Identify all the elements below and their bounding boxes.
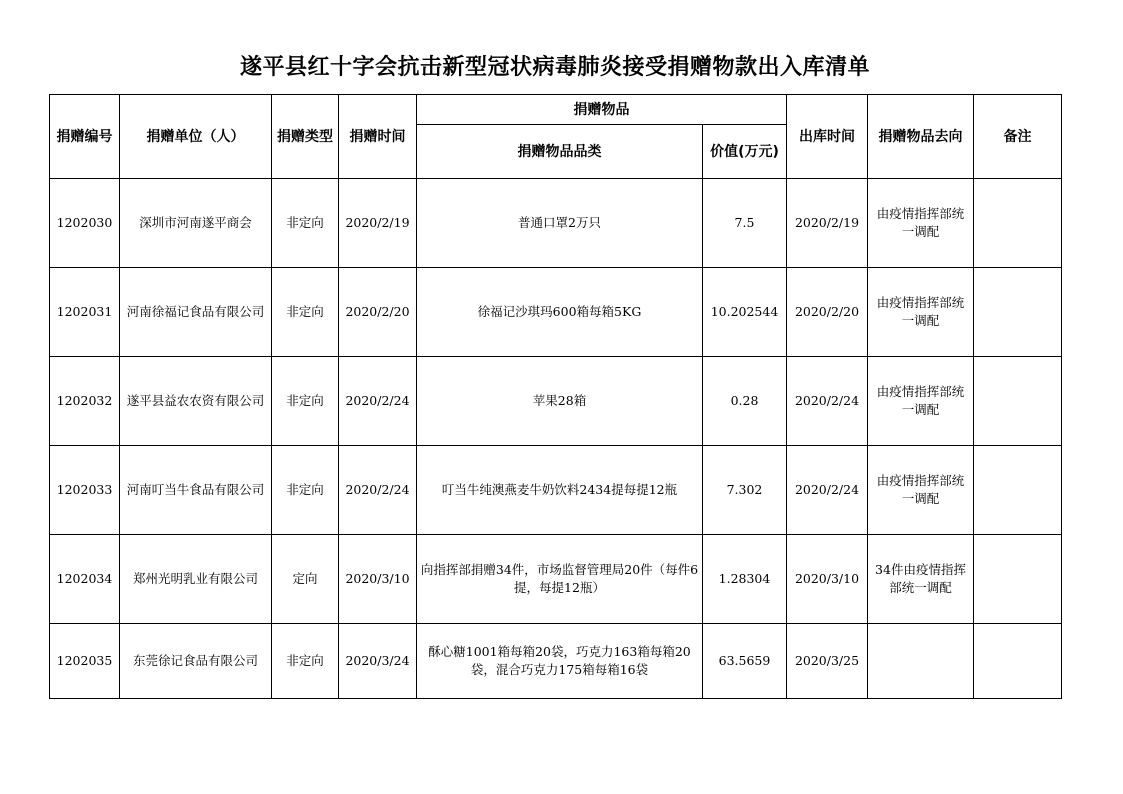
cell-type: 非定向 — [272, 446, 339, 535]
header-value: 价值(万元) — [703, 125, 787, 179]
cell-donor: 深圳市河南遂平商会 — [120, 179, 272, 268]
cell-remark — [974, 446, 1062, 535]
cell-time: 2020/3/24 — [339, 624, 417, 699]
cell-id: 1202034 — [50, 535, 120, 624]
cell-category: 酥心糖1001箱每箱20袋，巧克力163箱每箱20袋，混合巧克力175箱每箱16袋 — [417, 624, 703, 699]
header-remark: 备注 — [974, 95, 1062, 179]
cell-type: 非定向 — [272, 179, 339, 268]
cell-value: 10.202544 — [703, 268, 787, 357]
table-row — [50, 446, 1062, 535]
header-id: 捐赠编号 — [50, 95, 120, 179]
cell-out-time: 2020/3/10 — [787, 535, 868, 624]
cell-category: 普通口罩2万只 — [417, 179, 703, 268]
cell-time: 2020/2/24 — [339, 446, 417, 535]
cell-donor: 河南叮当牛食品有限公司 — [120, 446, 272, 535]
header-out-time: 出库时间 — [787, 95, 868, 179]
cell-destination: 由疫情指挥部统一调配 — [868, 446, 974, 535]
cell-destination: 34件由疫情指挥部统一调配 — [868, 535, 974, 624]
table-row — [50, 624, 1062, 699]
cell-out-time: 2020/2/24 — [787, 446, 868, 535]
cell-value: 0.28 — [703, 357, 787, 446]
cell-remark — [974, 535, 1062, 624]
cell-remark — [974, 624, 1062, 699]
cell-value: 63.5659 — [703, 624, 787, 699]
cell-value: 7.302 — [703, 446, 787, 535]
header-category: 捐赠物品品类 — [417, 125, 703, 179]
cell-donor: 河南徐福记食品有限公司 — [120, 268, 272, 357]
cell-category: 苹果28箱 — [417, 357, 703, 446]
cell-remark — [974, 357, 1062, 446]
table-row — [50, 535, 1062, 624]
cell-destination: 由疫情指挥部统一调配 — [868, 268, 974, 357]
header-goods: 捐赠物品 — [417, 95, 787, 125]
cell-donor: 遂平县益农农资有限公司 — [120, 357, 272, 446]
cell-out-time: 2020/2/19 — [787, 179, 868, 268]
cell-destination — [868, 624, 974, 699]
cell-out-time: 2020/3/25 — [787, 624, 868, 699]
table-row — [50, 179, 1062, 268]
cell-destination: 由疫情指挥部统一调配 — [868, 357, 974, 446]
header-row — [50, 95, 1062, 125]
cell-id: 1202031 — [50, 268, 120, 357]
cell-donor: 郑州光明乳业有限公司 — [120, 535, 272, 624]
cell-donor: 东莞徐记食品有限公司 — [120, 624, 272, 699]
page-title: 遂平县红十字会抗击新型冠状病毒肺炎接受捐赠物款出入库清单 — [239, 55, 870, 80]
cell-out-time: 2020/2/20 — [787, 268, 868, 357]
cell-value: 1.28304 — [703, 535, 787, 624]
header-type: 捐赠类型 — [272, 95, 339, 179]
cell-category: 徐福记沙琪玛600箱每箱5KG — [417, 268, 703, 357]
cell-category: 向指挥部捐赠34件，市场监督管理局20件（每件6提，每提12瓶） — [417, 535, 703, 624]
cell-out-time: 2020/2/24 — [787, 357, 868, 446]
donation-table — [49, 94, 1062, 699]
cell-remark — [974, 179, 1062, 268]
cell-value: 7.5 — [703, 179, 787, 268]
cell-time: 2020/2/20 — [339, 268, 417, 357]
table-row — [50, 268, 1062, 357]
header-time: 捐赠时间 — [339, 95, 417, 179]
cell-type: 非定向 — [272, 357, 339, 446]
cell-remark — [974, 268, 1062, 357]
cell-id: 1202033 — [50, 446, 120, 535]
cell-id: 1202035 — [50, 624, 120, 699]
cell-time: 2020/3/10 — [339, 535, 417, 624]
cell-type: 非定向 — [272, 624, 339, 699]
cell-id: 1202032 — [50, 357, 120, 446]
cell-category: 叮当牛纯澳燕麦牛奶饮料2434提每提12瓶 — [417, 446, 703, 535]
cell-id: 1202030 — [50, 179, 120, 268]
header-destination: 捐赠物品去向 — [868, 95, 974, 179]
header-donor: 捐赠单位（人） — [120, 95, 272, 179]
table-row — [50, 357, 1062, 446]
cell-time: 2020/2/24 — [339, 357, 417, 446]
cell-type: 非定向 — [272, 268, 339, 357]
cell-time: 2020/2/19 — [339, 179, 417, 268]
cell-type: 定向 — [272, 535, 339, 624]
cell-destination: 由疫情指挥部统一调配 — [868, 179, 974, 268]
